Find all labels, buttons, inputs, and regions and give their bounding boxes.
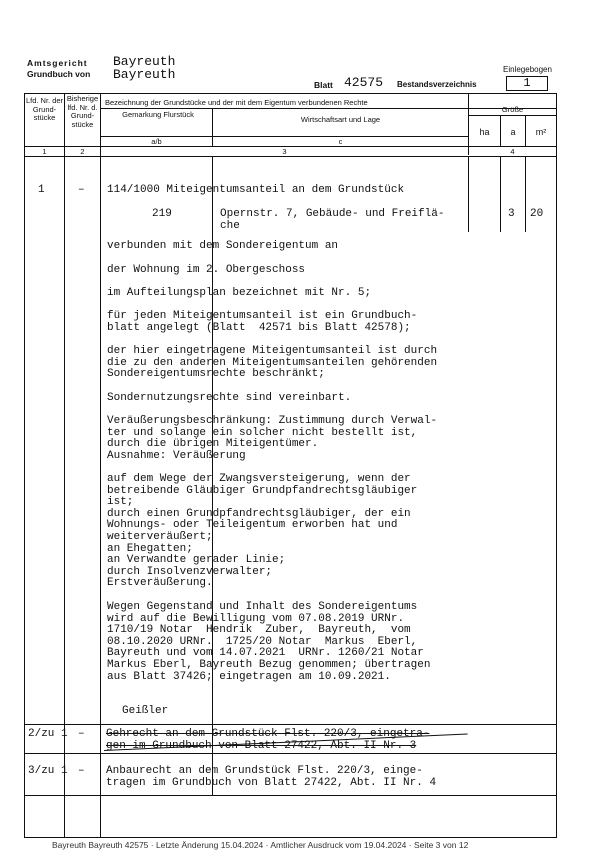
einlegebogen-label: Einlegebogen <box>503 65 552 74</box>
entry1-p5: der hier eingetragene Miteigentumsanteil ist durch die zu den anderen Miteigentumsanteilen gehörenden Sondereigentumsrechte beschränkt; <box>107 345 438 381</box>
entry3-text: Anbaurecht an dem Grundstück Flst. 220/3, einge- tragen im Grundbuch von Blatt 27422, Abt. II Nr. 4 <box>106 765 437 789</box>
entry1-p4: für jeden Miteigentumsanteil ist ein Grundbuch- blatt angelegt (Blatt 42571 bis Blatt 42578); <box>107 310 418 334</box>
col-number-2: 2 <box>80 147 85 156</box>
blatt-value: 42575 <box>344 75 384 90</box>
col-number-4: 4 <box>510 147 515 156</box>
col-m2-header: m² <box>535 127 547 137</box>
entry1-p7: Veräußerungsbeschränkung: Zustimmung durch Verwal- ter und solange ein solcher nicht bestellt ist, durch die übrigen Miteigentümer. Ausnahme: Veräußerung <box>107 415 438 462</box>
col-ha-header: ha <box>479 127 490 137</box>
entry1-bisherige: – <box>78 184 85 196</box>
entry3-bisherige: – <box>78 765 85 777</box>
entry1-line1: 114/1000 Miteigentumsanteil an dem Grundstück <box>107 184 405 196</box>
entry1-lfd: 1 <box>38 184 45 196</box>
einlegebogen-value: 1 <box>523 76 531 90</box>
grundbuch-value: Bayreuth <box>113 67 176 82</box>
entry1-flurstueck: 219 <box>152 208 172 220</box>
grundbuch-label: Grundbuch von <box>27 69 91 79</box>
verzeichnis-label: Bestandsverzeichnis <box>397 80 477 89</box>
col-ab-label: a/b <box>151 137 162 146</box>
entry2-text: Gehrecht an dem Grundstück Flst. 220/3, eingetra- gen im von Blatt 27422, Abt. II Nr. 3 <box>106 728 430 752</box>
entry1-lage: Opernstr. 7, Gebäude- und Freiflä- che <box>220 208 445 232</box>
col-number-3: 3 <box>282 147 287 156</box>
col-number-1: 1 <box>42 147 47 156</box>
entry1-p1: verbunden mit dem Sondereigentum an <box>107 240 339 252</box>
col-groesse-header: Größe <box>501 105 524 114</box>
entry3-lfd: 3/zu 1 <box>28 765 68 777</box>
entry2-lfd: 2/zu 1 <box>28 728 68 740</box>
amtsgericht-value: Bayreuth <box>113 54 176 69</box>
entry1-signature: Geißler <box>122 705 169 717</box>
amtsgericht-label: Amtsgericht <box>27 58 88 68</box>
col-wirtschaftsart-header: Wirtschaftsart und Lage <box>300 115 381 124</box>
entry1-size-a: 3 <box>508 208 515 220</box>
col-a-header: a <box>510 127 516 137</box>
entry1-p8: auf dem Wege der Zwangsversteigerung, wenn der betreibende Gläubiger Grundpfandrechtsgläubiger ist; durch einen Grundpfandrechtsgläubiger, der ein Wohnungs- oder Teileigentum erworben hat und weiterveräußert; an Ehegatten; an Verwandte gerader Linie; durch Insolvenzverwalter; Erstveräußerung. <box>107 473 418 590</box>
col-lfd-nr-header: Lfd. Nr. der Grund-stücke <box>25 96 64 122</box>
col-gemarkung-header: Gemarkung Flurstück <box>122 110 194 119</box>
entry1-size-m2: 20 <box>530 208 544 220</box>
einlegebogen-box <box>506 76 548 91</box>
entry1-p6: Sondernutzungsrechte sind vereinbart. <box>107 392 352 404</box>
col-bezeichnung-header: Bezeichnung der Grundstücke und der mit dem Eigentum verbundenen Rechte <box>105 98 368 107</box>
col-c-label: c <box>338 137 343 146</box>
page-footer: Bayreuth Bayreuth 42575 · Letzte Änderung 15.04.2024 · Amtlicher Ausdruck vom 19.04.2024 · Seite 3 von 12 <box>52 840 469 850</box>
col-bisherige-header: Bisherige lfd. Nr. d. Grund-stücke <box>66 94 99 129</box>
entry1-p2: der Wohnung im 2. Obergeschoss <box>107 264 306 276</box>
blatt-label: Blatt <box>314 80 333 90</box>
entry1-p9: Wegen Gegenstand und Inhalt des Sondereigentums wird auf die Bewilligung vom 07.08.2019 URNr. 1710/19 Notar Hendrik Zuber, Bayreuth, vom 08.10.2020 URNr. 1725/20 Notar Markus Eberl, Bayreuth und vom 14.07.2021 URNr. 1260/21 Notar Markus Eberl, Bayreuth Bezug genommen; übertragen aus Blatt 37426; eingetragen am 10.09.2021. <box>107 601 431 683</box>
entry1-p3: im Aufteilungsplan bezeichnet mit Nr. 5; <box>107 287 372 299</box>
entry2-bisherige: – <box>78 728 85 740</box>
